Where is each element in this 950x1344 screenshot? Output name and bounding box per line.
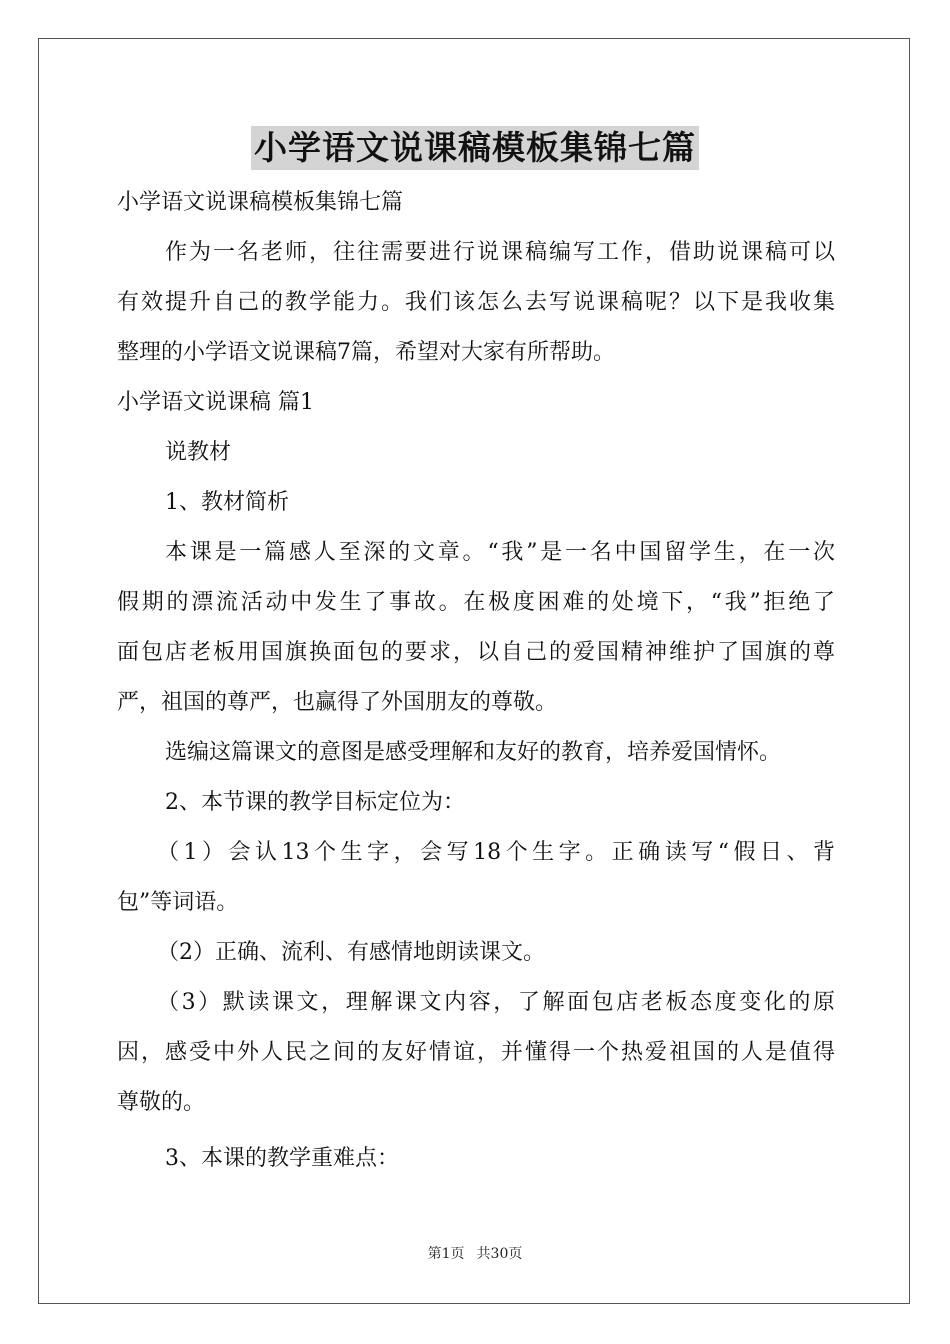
goal3-line-3: 尊敬的。 <box>117 1090 206 1115</box>
document-body <box>117 178 835 1184</box>
item-1-text: 1、教材简析 <box>165 490 289 515</box>
page-footer <box>0 1244 950 1264</box>
intro-paragraph <box>117 228 835 378</box>
goal-2-paragraph <box>117 928 835 978</box>
intro-line-1: 作为一名老师，往往需要进行说课稿编写工作，借助说课稿可以 <box>165 240 835 265</box>
page-total: 共30页 <box>476 1246 523 1262</box>
goal1-line-1: （1）会认13个生字，会写18个生字。正确读写“假日、背 <box>157 840 835 865</box>
body1-line-4: 严，祖国的尊严，也赢得了外国朋友的尊敬。 <box>117 690 558 715</box>
body1-line-1: 本课是一篇感人至深的文章。“我”是一名中国留学生，在一次 <box>165 540 835 565</box>
subheading-teaching-material <box>117 428 835 478</box>
intro-line-3: 整理的小学语文说课稿7篇，希望对大家有所帮助。 <box>117 340 615 365</box>
title-container <box>0 126 950 170</box>
body1-line-2: 假期的漂流活动中发生了事故。在极度困难的处境下，“我”拒绝了 <box>117 590 835 615</box>
subheading-text: 说教材 <box>165 440 232 465</box>
document-title: 小学语文说课稿模板集锦七篇 <box>251 126 699 170</box>
intro-line-2: 有效提升自己的教学能力。我们该怎么去写说课稿呢？以下是我收集 <box>117 290 835 315</box>
goal1-line-2: 包”等词语。 <box>117 890 239 915</box>
item-2-heading <box>117 778 835 828</box>
section-heading-text: 小学语文说课稿 篇1 <box>117 390 314 415</box>
item-3-text: 3、本课的教学重难点： <box>165 1146 399 1171</box>
body2-line-1: 选编这篇课文的意图是感受理解和友好的教育，培养爱国情怀。 <box>165 740 782 765</box>
goal3-line-2: 因，感受中外人民之间的友好情谊，并懂得一个热爱祖国的人是值得 <box>117 1040 835 1065</box>
subtitle-text: 小学语文说课稿模板集锦七篇 <box>117 190 404 215</box>
page-number: 第1页 <box>427 1246 465 1262</box>
body-paragraph-2 <box>117 728 835 778</box>
body-paragraph-1 <box>117 528 835 728</box>
item-2-text: 2、本节课的教学目标定位为： <box>165 790 465 815</box>
goal-3-paragraph <box>117 978 835 1128</box>
goal2-line-1: （2）正确、流利、有感情地朗读课文。 <box>157 940 545 965</box>
item-1-heading <box>117 478 835 528</box>
subtitle <box>117 178 835 228</box>
body1-line-3: 面包店老板用国旗换面包的要求，以自己的爱国精神维护了国旗的尊 <box>117 640 835 665</box>
goal3-line-1: （3）默读课文，理解课文内容，了解面包店老板态度变化的原 <box>157 990 835 1015</box>
goal-1-paragraph <box>117 828 835 928</box>
section-heading <box>117 378 835 428</box>
item-3-heading <box>117 1134 835 1184</box>
